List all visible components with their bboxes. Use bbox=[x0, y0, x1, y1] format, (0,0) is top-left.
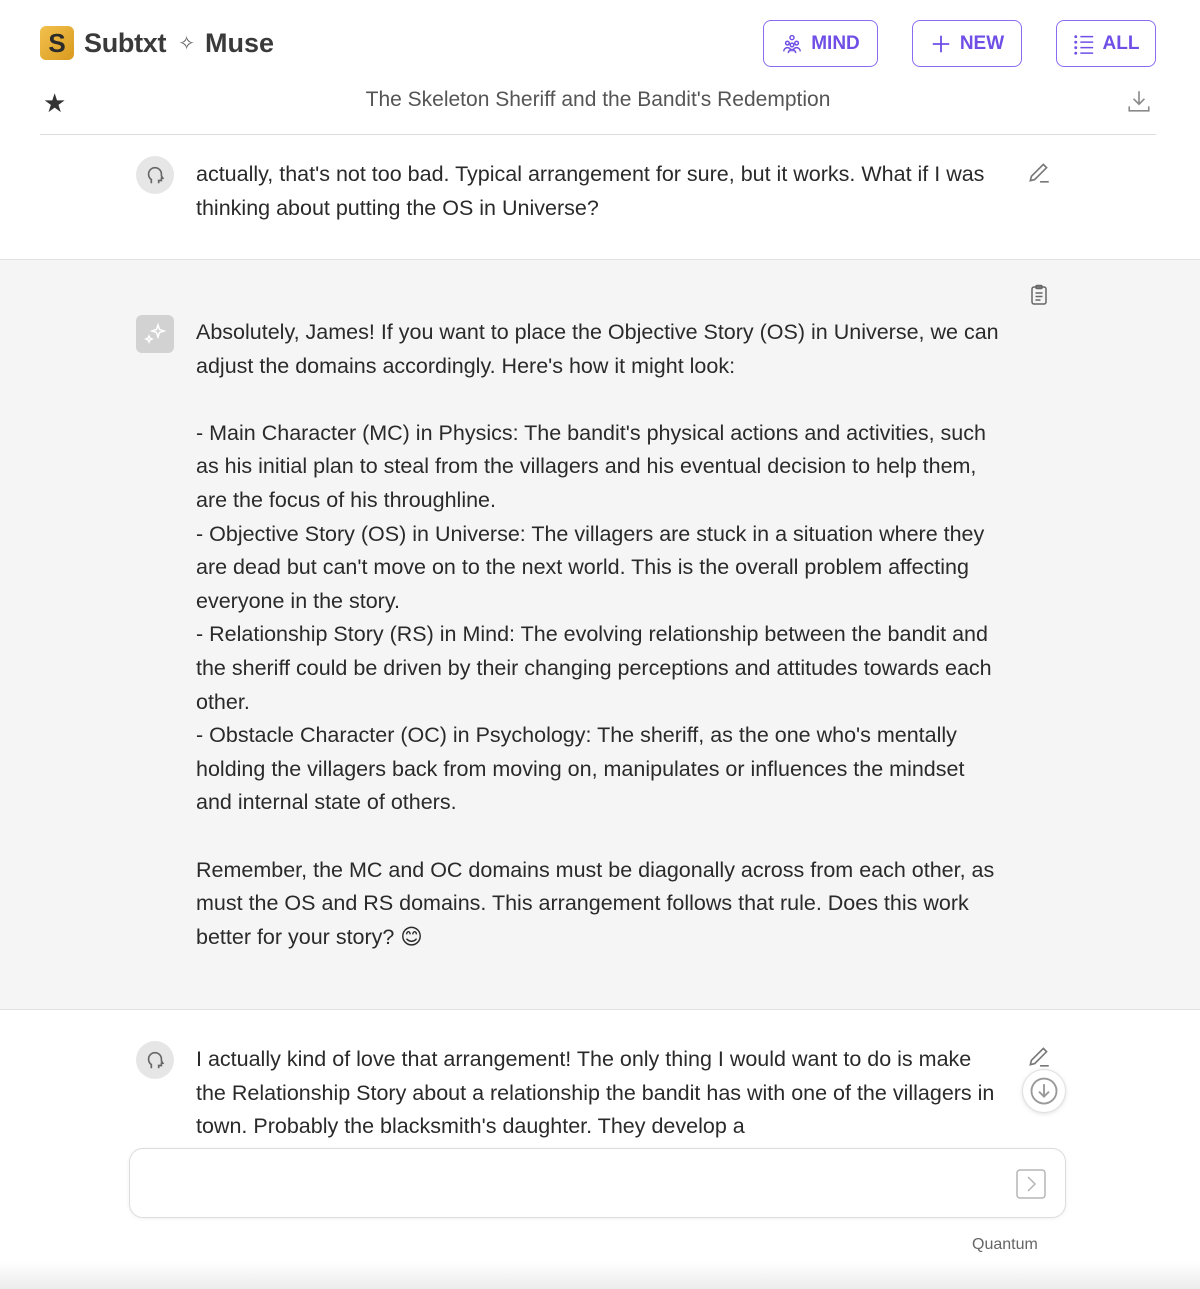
model-label: Quantum bbox=[972, 1236, 1038, 1253]
scroll-down-button[interactable] bbox=[1022, 1069, 1066, 1113]
user-avatar bbox=[136, 156, 174, 194]
story-title: The Skeleton Sheriff and the Bandit's Redemption bbox=[365, 88, 831, 111]
people-group-icon bbox=[781, 33, 803, 55]
assistant-avatar bbox=[136, 315, 174, 353]
header bbox=[0, 0, 1200, 88]
message-user bbox=[0, 136, 1200, 260]
user-avatar bbox=[136, 1041, 174, 1079]
all-button[interactable] bbox=[1056, 20, 1156, 67]
head-profile-icon bbox=[144, 1049, 166, 1071]
clipboard-icon[interactable] bbox=[1027, 283, 1051, 307]
story-title-bar bbox=[40, 82, 1156, 135]
download-icon[interactable] bbox=[1126, 88, 1152, 114]
pencil-icon[interactable] bbox=[1026, 159, 1052, 185]
sparkles-icon bbox=[143, 322, 167, 346]
brand-name: Subtxt bbox=[84, 27, 167, 58]
new-button[interactable] bbox=[912, 20, 1022, 67]
send-icon[interactable] bbox=[1015, 1168, 1047, 1200]
list-icon bbox=[1073, 33, 1095, 55]
brand[interactable] bbox=[40, 27, 274, 59]
message-text: Absolutely, James! If you want to place the Objective Story (OS) in Universe, we can adjust the domains accordingly. Here's how it might look: - Main Character (MC) in Physics: The bandit's physical actions and activities, such as his initial plan to steal from the villagers and his eventual decision to help them, are the focus of his throughline. - Objective Story (OS) in Universe: The villagers are stuck in a situation where they are dead but can't move on to the next world. This is the overall problem affecting everyone in the story. - Relationship Story (RS) in Mind: The evolving relationship between the bandit and the sheriff could be driven by their changing perceptions and attitudes towards each other. - Obstacle Character (OC) in Psychology: The sheriff, as the one who's mentally holding the villagers back from moving on, manipulates or influences the mindset and internal state of others. Remember, the MC and OC domains must be diagonally across from each other, as must the OS and RS domains. This arrangement follows that rule. Does this work better for your story? 😊 bbox=[196, 320, 999, 949]
message-text: actually, that's not too bad. Typical arrangement for sure, but it works. What if I was thinking about putting the OS in Universe? bbox=[196, 162, 991, 220]
new-button-label: NEW bbox=[959, 32, 1005, 54]
message-composer bbox=[129, 1148, 1066, 1218]
bottom-edge bbox=[0, 1262, 1200, 1289]
arrow-down-circle-icon bbox=[1029, 1076, 1059, 1106]
message-assistant bbox=[0, 260, 1200, 1010]
mind-button-label: MIND bbox=[811, 32, 860, 54]
message-user bbox=[0, 1010, 1200, 1150]
logo-icon: S bbox=[40, 26, 74, 60]
star-icon[interactable]: ★ bbox=[43, 88, 67, 118]
head-profile-icon bbox=[144, 164, 166, 186]
mind-button[interactable] bbox=[763, 20, 878, 67]
message-text: I actually kind of love that arrangement! The only thing I would want to do is make the Relationship Story about a relationship the bandit has with one of the villagers in town. Probably the blacksmith's daughter. They develop a bbox=[196, 1047, 1001, 1139]
plus-icon bbox=[930, 33, 952, 55]
pencil-icon[interactable] bbox=[1026, 1043, 1052, 1069]
product-name: Muse bbox=[204, 27, 274, 58]
message-input[interactable] bbox=[150, 1167, 1010, 1201]
sparkle-icon: ✧ bbox=[178, 32, 195, 55]
all-button-label: ALL bbox=[1102, 32, 1140, 54]
